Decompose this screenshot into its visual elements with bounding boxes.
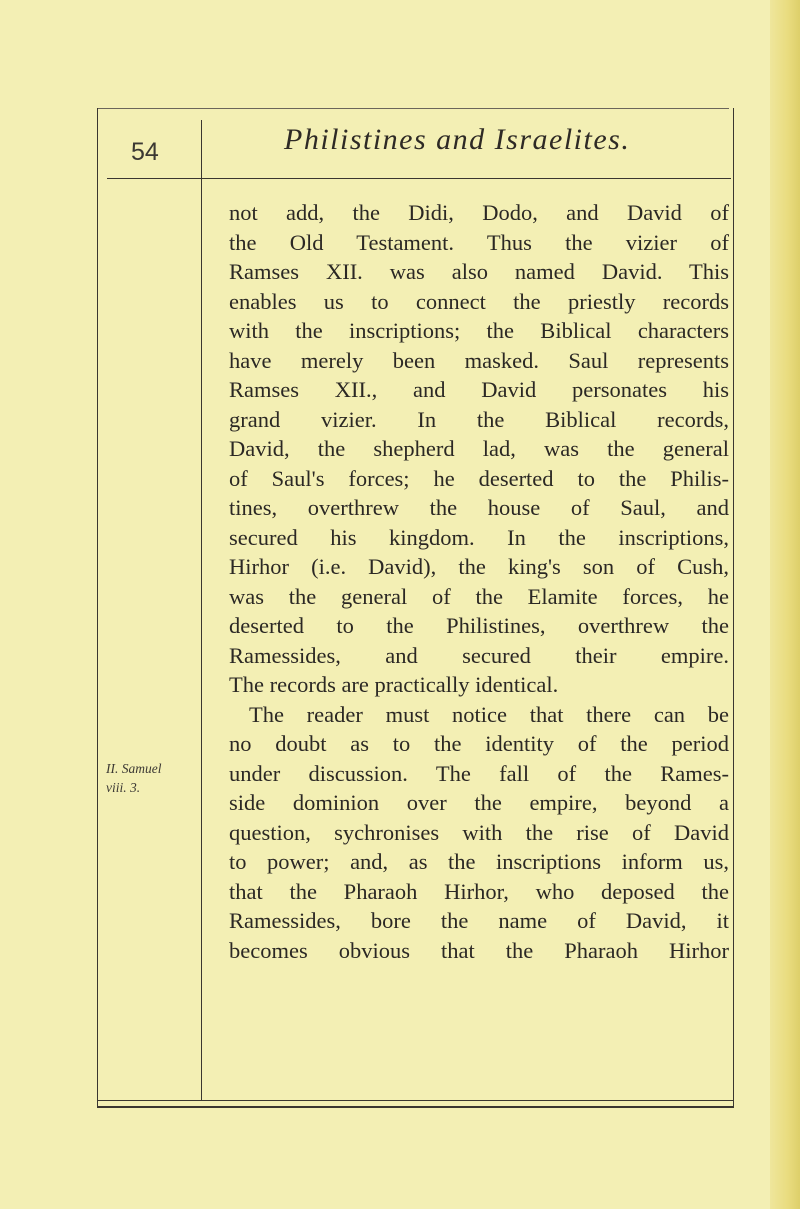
text-line: no doubt as to the identity of the period (229, 731, 729, 756)
text-line: under discussion. The fall of the Rames- (229, 760, 729, 786)
text-line: tines, overthrew the house of Saul, and (229, 495, 729, 520)
header-rule (107, 178, 731, 179)
text-line: side dominion over the empire, beyond a (229, 790, 729, 815)
text-line: grand vizier. In the Biblical records, (229, 406, 729, 432)
text-line: Ramessides, bore the name of David, it (229, 908, 729, 933)
frame-left-rule (97, 108, 98, 1108)
text-line: deserted to the Philistines, overthrew the (229, 613, 729, 638)
text-line: have merely been masked. Saul represents (229, 347, 729, 373)
text-line: becomes obvious that the Pharaoh Hirhor (229, 937, 729, 963)
text-line: to power; and, as the inscriptions inform us, (229, 849, 729, 874)
page-edge (770, 0, 800, 1209)
frame-bottom-double-rule (97, 1106, 734, 1108)
text-line: question, sychronises with the rise of David (229, 819, 729, 845)
frame-bottom-rule (97, 1100, 734, 1101)
margin-note (106, 759, 196, 797)
page-number: 54 (131, 138, 159, 166)
text-line: not add, the Didi, Dodo, and David of (229, 200, 729, 225)
text-line: Ramessides, and secured their empire. (229, 642, 729, 668)
text-line: The reader must notice that there can be (249, 701, 729, 727)
text-line: secured his kingdom. In the inscriptions, (229, 524, 729, 550)
text-line: David, the shepherd lad, was the general (229, 436, 729, 461)
text-line: the Old Testament. Thus the vizier of (229, 229, 729, 255)
text-line: Hirhor (i.e. David), the king's son of Cush, (229, 554, 729, 579)
margin-note-line: II. Samuel (106, 761, 162, 776)
margin-note-line: viii. 3. (106, 780, 141, 795)
text-line: of Saul's forces; he deserted to the Philis- (229, 465, 729, 491)
frame-right-rule (733, 108, 734, 1108)
body-text (229, 198, 729, 965)
text-line: The records are practically identical. (229, 672, 559, 697)
text-line: enables us to connect the priestly records (229, 288, 729, 314)
text-line: Ramses XII., and David personates his (229, 377, 729, 402)
text-line: that the Pharaoh Hirhor, who deposed the (229, 878, 729, 904)
running-head: Philistines and Israelites. (284, 123, 631, 156)
text-line: with the inscriptions; the Biblical characters (229, 318, 729, 343)
text-line: was the general of the Elamite forces, he (229, 583, 729, 609)
text-line: Ramses XII. was also named David. This (229, 259, 729, 284)
frame-top-rule (97, 108, 729, 109)
margin-column-divider (201, 120, 202, 1100)
